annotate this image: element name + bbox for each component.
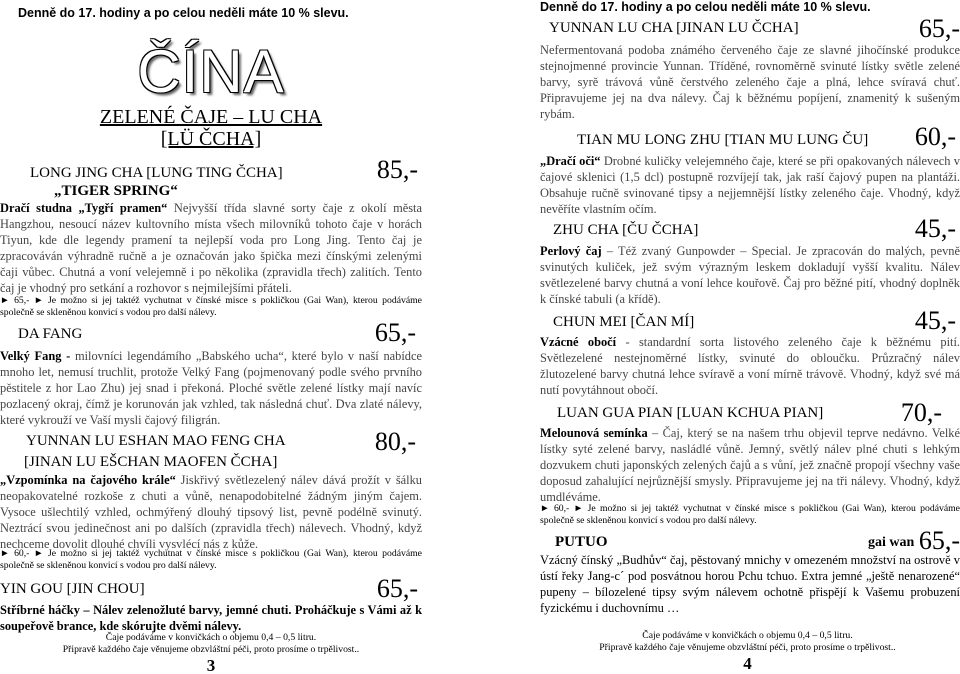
item-description: Vzácný čínský „Budhův“ čaj, pěstovaný mnichy v omezeném množství na ostrově v ústí řeky Jang-c´ pod posvátnou horou Pchu tchuo. Extra jemné „ještě nenarozené“ pupeny – bílozelené tipsy svým nálevem ochotně přispějí k Vašemu probuzení fyzickému i duchovnímu … (540, 553, 960, 615)
item-description: milovníci legendámího „Babského ucha“, které bylo v naší nabídce mnoho let, nemusí truchlit, protože Velký Fang (pojmenovaný podle svého prvního pěstitele z hor Lao Zhu) jej snad i překoná. Ploché světle zelené lístky mají navíc pozlacený okraj, čímž je korunován jak vzhled, tak následná chuť. Dva zlaté nálevy, které vykrouží ve Vaší mysli čajový filigrán. (0, 349, 422, 427)
item-description: – Též zvaný Gunpowder – Special. Je zpracován do malých, pevně svinutých kuliček, jež svým výrazným leskem dokladují vyšší kvalitu. Nálev světlezelené barvy chutná a voní lehce kouřově. Čaj pro běžné pití, vhodný doplněk k čínské tabuli (a křídě). (540, 244, 960, 306)
section-subtitle: [LÜ ČCHA] (160, 128, 262, 150)
item-lead: „Vzpomínka na čajového krále“ (0, 473, 176, 487)
item-lead: Dračí studna „Tygří pramen“ (0, 201, 168, 215)
item-serving: gai wan (868, 535, 915, 550)
item-name: LONG JING CHA [LUNG TING ČCHA] (30, 165, 283, 181)
item-price: 65,- (376, 574, 418, 603)
item-name: DA FANG (18, 326, 83, 342)
item-name: TIAN MU LONG ZHU [TIAN MU LUNG ČU] (577, 132, 869, 148)
item-price: 60,- (914, 122, 956, 151)
menu-page-right (535, 0, 960, 674)
item-name: PUTUO (555, 534, 608, 550)
item-price: 65,- (374, 318, 416, 347)
item-lead: Stříbrné háčky – (0, 603, 90, 617)
item-name: ZHU CHA [ČU ČCHA] (553, 222, 699, 238)
item-description: Drobné kuličky velejemného čaje, které se při opakovaných nálevech v čajové sklenici (1,5 dcl) postupně rozvíjejí tak, jak raší čajový pupen na plantáži. Obsahuje ručně svinované tipsy a nejjemnější lístky zeleného čaje. Vhodný, když nevěříte vlastním očím. (540, 154, 960, 216)
item-subname: [JINAN LU EŠCHAN MAOFEN ČCHA] (24, 454, 278, 470)
item-lead: Vzácné obočí (540, 335, 617, 349)
item-lead: „Dračí oči“ (540, 154, 601, 168)
item-price: 65,- (918, 14, 960, 43)
item-description: Nálev zelenožluté barvy, jemné chuti. Proháčkuje s Vámi až k soupeřově brance, kde skórujte dvěmi nálevy. (0, 603, 422, 633)
item-name: YIN GOU [JIN CHOU] (0, 581, 145, 597)
item-description: Jiskřivý světlezelený nálev dává prožít v šálku neopakovatelné rozkoše z chuti a vůně, nenapodobitelné žádným jiným čajem. Vysoce ušlechtilý vzhled, ochmýřený dlouhý tipsový list, pevně podélně svinutý. Neztrácí svou jedinečnost ani po dalších (zpravidla třech) nálevech. Vhodný, když nechceme dovolit dlouhé chvíli vysvlécí nás z kůže. (0, 473, 422, 551)
item-description: – Čaj, který se na našem trhu objevil teprve nedávno. Velké lístky syté zelené barvy, nasládlé vůně. Jemný, světlý nálev plné chuti s lehkým dozvukem chuti japonských zelených čajů a s vůní, jež značně propojí všechny vaše doposud zahalující nejrůznější smysly. Připravujeme jej na tři nálevy. Vhodný, když umdléváme. (540, 426, 960, 504)
item-name: YUNNAN LU CHA [JINAN LU ČCHA] (549, 20, 799, 36)
gai-wan-note: ► 60,- ► Je možno si jej taktéž vychutnat v čínské misce s pokličkou (Gai Wan), kterou podáváme společně se skleněnou konvicí s vodou pro další nálevy. (0, 548, 422, 571)
gai-wan-note: ► 60,- ► Je možno si jej taktéž vychutnat v čínské misce s pokličkou (Gai Wan), kterou podáváme společně se skleněnou konvicí s vodou pro další nálevy. (540, 503, 960, 526)
footer-serving-note: Čaje podáváme v konvičkách o objemu 0,4 – 0,5 litru. (642, 630, 853, 641)
item-price: 85,- (376, 155, 418, 184)
item-lead: Perlový čaj (540, 244, 602, 258)
discount-notice: Denně do 17. hodiny a po celou neděli máte 10 % slevu. (540, 0, 871, 14)
footer-patience-note: Připravě každého čaje věnujeme obzvláštní péči, proto prosíme o trpělivost.. (62, 644, 360, 655)
page-number: 3 (206, 656, 216, 674)
item-name: YUNNAN LU ESHAN MAO FENG CHA (26, 433, 286, 449)
item-price: 45,- (914, 306, 956, 335)
brand-title: ČÍNA (137, 38, 285, 105)
footer-patience-note: Připravě každého čaje věnujeme obzvláštní péči, proto prosíme o trpělivost.. (599, 642, 896, 653)
item-description: Nejvyšší třída slavné sorty čaje z okolí města Hangzhou, nesoucí název kultovního místa všech milovníků tohoto čaje v horách Tiyun, kde dle legendy pramení ta nejlepší voda pro Long Jing. Tento čaj je zpracováván výhradně ručně a je označován jako špička mezi čínskými zelenými čaji vůbec. Chutná a voní velejemně i po několika (zpravidla třech) zalitích. Tento čaj je vhodný pro setkání a rozhovor s nejmilejšími přáteli. (0, 201, 422, 295)
page-number: 4 (743, 654, 752, 673)
footer-serving-note: Čaje podáváme v konvičkách o objemu 0,4 – 0,5 litru. (105, 632, 317, 643)
section-title: ZELENÉ ČAJE – LU CHA (99, 106, 323, 128)
item-description: - standardní sorta listového zeleného čaje k běžnému pití. Světlezelené nestejnoměrné lístky, svinuté do obloučku. Průzračný nálev žlutozelené barvy chutná lehce svíravě a voní mírně trávově. Vhodný, když své má nutí povytáhnout obočí. (540, 335, 960, 397)
item-lead: Velký Fang - (0, 349, 71, 363)
item-lead: Melounová semínka (540, 426, 648, 440)
discount-notice: Denně do 17. hodiny a po celou neděli máte 10 % slevu. (18, 6, 349, 20)
item-price: 70,- (900, 398, 942, 427)
item-description: Nefermentovaná podoba známého červeného čaje ze slavné jihočínské produkce stejnojmenné provincie Yunnan. Tříděné, rovnoměrně svinuté lístky světle zelené barvy, syrě trávová vůně čerstvého zeleného čaje a plná, lehce svíravá chuť. Připravujeme jej na dva nálevy. Čaj k běžnému popíjení, znamenitý k sušeným rybám. (540, 43, 960, 121)
item-price: 45,- (914, 214, 956, 243)
gai-wan-note: ► 65,- ► Je možno si jej taktéž vychutnat v čínské misce s pokličkou (Gai Wan), kterou podáváme společně se skleněnou konvicí s vodou pro další nálevy. (0, 295, 422, 318)
item-name: CHUN MEI [ČAN MÍ] (553, 314, 695, 330)
item-price: 65,- (918, 526, 960, 555)
item-price: 80,- (374, 427, 416, 456)
item-name: LUAN GUA PIAN [LUAN KCHUA PIAN] (557, 405, 824, 421)
item-subname: „TIGER SPRING“ (54, 183, 178, 199)
menu-page-left (0, 0, 422, 674)
